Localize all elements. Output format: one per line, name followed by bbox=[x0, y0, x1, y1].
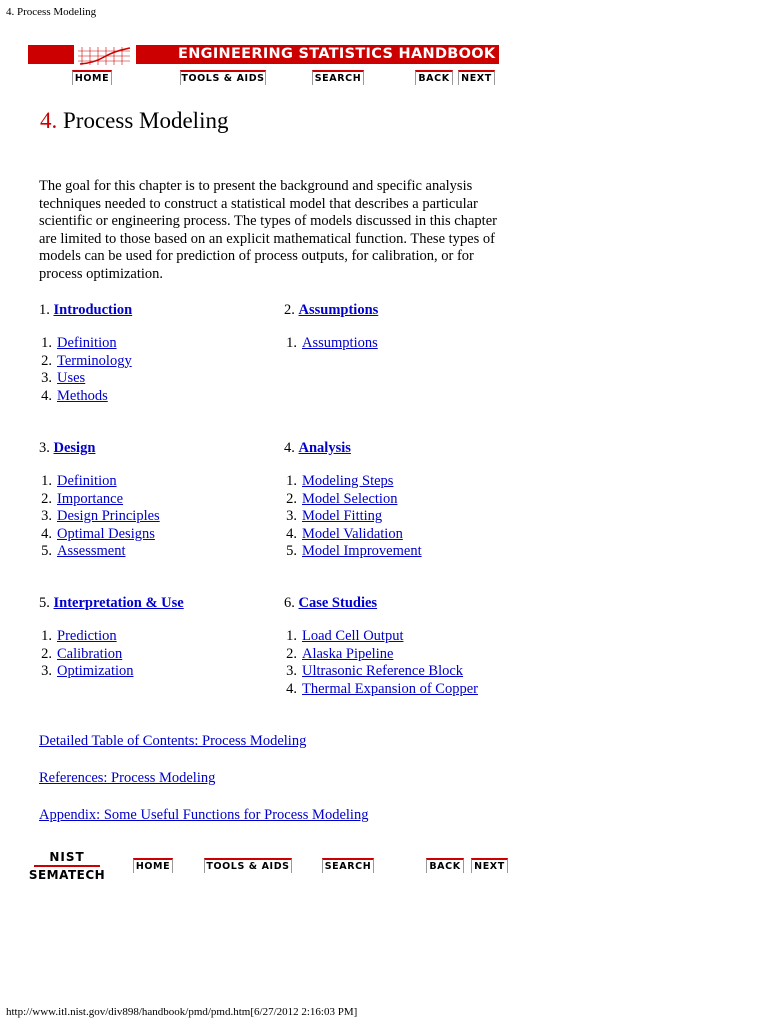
link-uses[interactable]: Uses bbox=[57, 370, 86, 387]
link-assumptions[interactable]: Assumptions bbox=[302, 335, 378, 351]
section-assumptions: 2. Assumptions bbox=[284, 302, 379, 318]
link-design-definition[interactable]: Definition bbox=[57, 473, 117, 489]
link-detailed-toc[interactable]: Detailed Table of Contents: Process Modeling bbox=[39, 733, 307, 749]
link-alaska-pipeline[interactable]: Alaska Pipeline bbox=[302, 645, 394, 662]
list-item: 3. Design Principles bbox=[41, 508, 160, 525]
section-list-design bbox=[32, 473, 160, 561]
list-item: 4. Methods bbox=[41, 387, 108, 404]
footer-next-button[interactable]: NEXT bbox=[471, 858, 508, 873]
link-prediction[interactable]: Prediction bbox=[57, 628, 117, 644]
link-calibration[interactable]: Calibration bbox=[57, 645, 123, 662]
list-item: 2. Terminology bbox=[41, 352, 132, 369]
link-load-cell-output[interactable]: Load Cell Output bbox=[302, 628, 404, 644]
list-item: 1. Definition bbox=[41, 335, 117, 351]
list-item: 4. Model Validation bbox=[286, 525, 403, 542]
link-definition[interactable]: Definition bbox=[57, 335, 117, 351]
link-design-principles[interactable]: Design Principles bbox=[57, 508, 160, 525]
list-item: 4. Optimal Designs bbox=[41, 525, 155, 542]
list-item: 1. Definition bbox=[41, 473, 117, 489]
page-title bbox=[40, 108, 228, 134]
list-item: 2. Alaska Pipeline bbox=[286, 645, 394, 662]
section-list-introduction bbox=[32, 335, 132, 405]
nav-back-button[interactable]: BACK bbox=[415, 70, 453, 85]
list-item: 5. Assessment bbox=[41, 543, 126, 560]
section-link-introduction[interactable]: Introduction bbox=[53, 302, 133, 318]
section-list-analysis bbox=[277, 473, 422, 561]
link-optimal-designs[interactable]: Optimal Designs bbox=[57, 525, 155, 542]
link-model-selection[interactable]: Model Selection bbox=[302, 490, 398, 507]
section-link-interpretation[interactable]: Interpretation & Use bbox=[53, 595, 184, 611]
chapter-number: 4. bbox=[40, 108, 58, 133]
nav-home-button[interactable]: HOME bbox=[72, 70, 112, 85]
nav-tools-button[interactable]: TOOLS & AIDS bbox=[180, 70, 266, 85]
footer-search-button[interactable]: SEARCH bbox=[322, 858, 374, 873]
list-item: 3. Model Fitting bbox=[286, 508, 383, 525]
link-model-improvement[interactable]: Model Improvement bbox=[302, 543, 422, 560]
list-item: 2. Model Selection bbox=[286, 490, 398, 507]
list-item: 1. Assumptions bbox=[286, 335, 378, 351]
link-optimization[interactable]: Optimization bbox=[57, 663, 134, 680]
section-link-analysis[interactable]: Analysis bbox=[298, 440, 351, 456]
link-assessment[interactable]: Assessment bbox=[57, 543, 126, 560]
section-case-studies: 6. Case Studies bbox=[284, 595, 378, 611]
chapter-title: Process Modeling bbox=[63, 108, 229, 133]
list-item: 1. Prediction bbox=[41, 628, 117, 644]
handbook-banner[interactable] bbox=[28, 45, 499, 67]
link-methods[interactable]: Methods bbox=[57, 387, 108, 404]
link-references[interactable]: References: Process Modeling bbox=[39, 770, 216, 786]
link-model-validation[interactable]: Model Validation bbox=[302, 525, 403, 542]
list-item: 5. Model Improvement bbox=[286, 543, 422, 560]
link-modeling-steps[interactable]: Modeling Steps bbox=[302, 473, 394, 489]
link-model-fitting[interactable]: Model Fitting bbox=[302, 508, 383, 525]
section-introduction: 1. Introduction bbox=[39, 302, 133, 318]
link-ultrasonic-reference-block[interactable]: Ultrasonic Reference Block bbox=[302, 663, 464, 680]
link-importance[interactable]: Importance bbox=[57, 490, 124, 507]
list-item: 1. Modeling Steps bbox=[286, 473, 394, 489]
footer-tools-button[interactable]: TOOLS & AIDS bbox=[204, 858, 292, 873]
section-analysis: 4. Analysis bbox=[284, 440, 351, 456]
list-item: 4. Thermal Expansion of Copper bbox=[286, 680, 478, 697]
link-thermal-expansion-copper[interactable]: Thermal Expansion of Copper bbox=[302, 680, 478, 697]
list-item: 3. Optimization bbox=[41, 663, 134, 680]
banner-title: ENGINEERING STATISTICS HANDBOOK bbox=[178, 46, 496, 62]
list-item: 2. Calibration bbox=[41, 645, 123, 662]
section-link-case-studies[interactable]: Case Studies bbox=[298, 595, 378, 611]
section-list-case-studies bbox=[277, 628, 478, 698]
list-item: 1. Load Cell Output bbox=[286, 628, 404, 644]
intro-paragraph: The goal for this chapter is to present the background and specific analysis techniques needed to construct a statistical model that describes a particular scientific or engineering process. The types of models discussed in this chapter are limited to those based on an explicit mathematical function. These types of models can be used for prediction of process outputs, for calibration, or for process optimization. bbox=[39, 178, 497, 282]
print-footer-url: http://www.itl.nist.gov/div898/handbook/pmd/pmd.htm[6/27/2012 2:16:03 PM] bbox=[6, 1006, 358, 1018]
print-header: 4. Process Modeling bbox=[6, 6, 97, 18]
link-terminology[interactable]: Terminology bbox=[57, 352, 132, 369]
link-appendix[interactable]: Appendix: Some Useful Functions for Process Modeling bbox=[39, 807, 369, 823]
section-link-assumptions[interactable]: Assumptions bbox=[298, 302, 379, 318]
footer-back-button[interactable]: BACK bbox=[426, 858, 464, 873]
section-list-interpretation bbox=[32, 628, 134, 681]
footer-home-button[interactable]: HOME bbox=[133, 858, 173, 873]
section-link-design[interactable]: Design bbox=[53, 440, 96, 456]
list-item: 2. Importance bbox=[41, 490, 124, 507]
graph-logo-icon bbox=[74, 45, 136, 67]
section-interpretation: 5. Interpretation & Use bbox=[39, 595, 184, 611]
nav-next-button[interactable]: NEXT bbox=[458, 70, 495, 85]
list-item: 3. Uses bbox=[41, 370, 86, 387]
section-design: 3. Design bbox=[39, 440, 96, 456]
nav-search-button[interactable]: SEARCH bbox=[312, 70, 364, 85]
nist-sematech-logo[interactable]: NIST SEMATECH bbox=[28, 850, 106, 882]
section-list-assumptions bbox=[277, 335, 378, 353]
list-item: 3. Ultrasonic Reference Block bbox=[286, 663, 464, 680]
